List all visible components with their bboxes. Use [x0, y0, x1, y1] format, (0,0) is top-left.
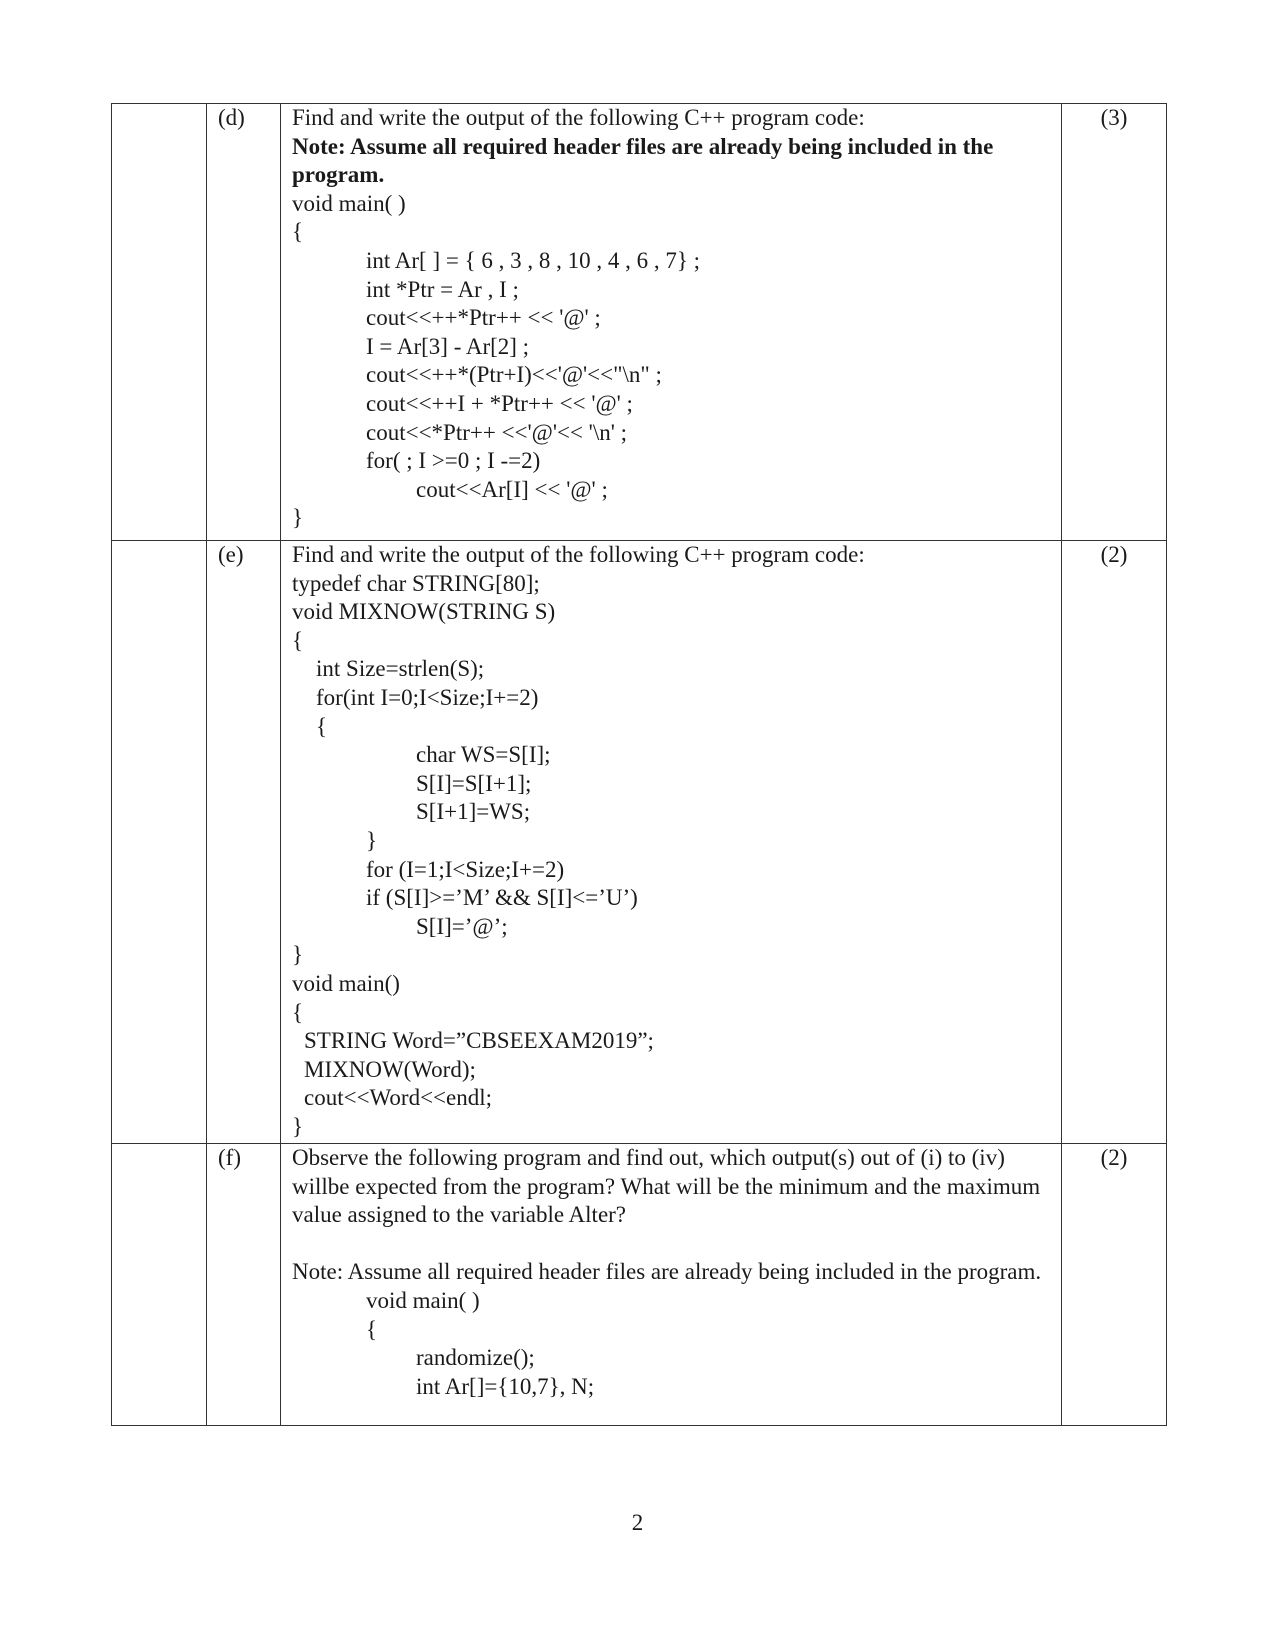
code-line: int Size=strlen(S);: [316, 656, 485, 682]
question-body: [281, 541, 1062, 1144]
code-line: void main( ): [292, 190, 406, 216]
code-line: cout<<Ar[I] << '@' ;: [416, 476, 608, 502]
code-line: S[I]=S[I+1];: [416, 770, 532, 796]
question-intro: Find and write the output of the following C++ program code:: [292, 105, 865, 130]
question-body: [281, 104, 1062, 541]
code-line: for (I=1;I<Size;I+=2): [366, 856, 565, 882]
code-line: {: [292, 219, 304, 245]
code-line: cout<<Word<<endl;: [304, 1085, 492, 1111]
code-line: }: [366, 827, 378, 853]
code-line: for(int I=0;I<Size;I+=2): [316, 684, 539, 710]
code-line: void MIXNOW(STRING S): [292, 599, 556, 625]
code-line: int Ar[]={10,7}, N;: [416, 1373, 595, 1399]
code-line: STRING Word=”CBSEEXAM2019”;: [304, 1028, 654, 1054]
question-row-d: [112, 104, 1167, 541]
question-intro: Find and write the output of the following C++ program code:: [292, 542, 865, 567]
code-line: {: [292, 627, 304, 653]
code-line: }: [292, 942, 304, 968]
question-marks: (2): [1062, 1144, 1167, 1426]
question-marks: (2): [1062, 541, 1167, 1144]
question-number-cell: [112, 104, 207, 541]
code-line: S[I]=’@’;: [416, 913, 508, 939]
question-marks: (3): [1062, 104, 1167, 541]
question-row-f: [112, 1144, 1167, 1426]
question-label: (d): [207, 104, 281, 541]
code-line: char WS=S[I];: [416, 742, 551, 768]
code-line: randomize();: [416, 1345, 535, 1371]
question-note: Note: Assume all required header files are already being included in the program.: [292, 133, 994, 188]
question-label: (f): [207, 1144, 281, 1426]
code-line: for( ; I >=0 ; I -=2): [366, 448, 541, 474]
code-line: int *Ptr = Ar , I ;: [366, 276, 519, 302]
question-intro: Observe the following program and find out, which output(s) out of (i) to (iv) willbe expected from the program? What will be the minimum and the maximum value assigned to the variable Alter?: [292, 1145, 1041, 1228]
code-line: typedef char STRING[80];: [292, 570, 540, 596]
code-line: void main( ): [366, 1287, 480, 1313]
code-line: S[I+1]=WS;: [416, 799, 531, 825]
code-line: }: [292, 505, 304, 531]
code-line: if (S[I]>=’M’ && S[I]<=’U’): [366, 885, 638, 911]
code-line: {: [366, 1316, 378, 1342]
code-line: cout<<++*Ptr++ << '@' ;: [366, 305, 601, 331]
code-line: MIXNOW(Word);: [304, 1056, 476, 1082]
question-row-e: [112, 541, 1167, 1144]
code-line: cout<<*Ptr++ <<'@'<< '\n' ;: [366, 419, 627, 445]
page-number: 2: [631, 1510, 644, 1535]
spacer: [292, 1230, 1053, 1259]
question-number-cell: [112, 1144, 207, 1426]
code-line: cout<<++*(Ptr+I)<<'@'<<"\n" ;: [366, 362, 662, 388]
code-line: }: [292, 1113, 304, 1139]
question-note: Note: Assume all required header files are already being included in the program.: [292, 1259, 1042, 1285]
code-line: int Ar[ ] = { 6 , 3 , 8 , 10 , 4 , 6 , 7} ;: [366, 247, 701, 273]
code-line: I = Ar[3] - Ar[2] ;: [366, 333, 530, 359]
code-line: void main(): [292, 970, 400, 996]
code-line: {: [292, 999, 304, 1025]
question-number-cell: [112, 541, 207, 1144]
code-line: {: [316, 713, 328, 739]
question-label: (e): [207, 541, 281, 1144]
question-table: [111, 103, 1167, 1426]
question-body: [281, 1144, 1062, 1426]
code-line: cout<<++I + *Ptr++ << '@' ;: [366, 390, 633, 416]
